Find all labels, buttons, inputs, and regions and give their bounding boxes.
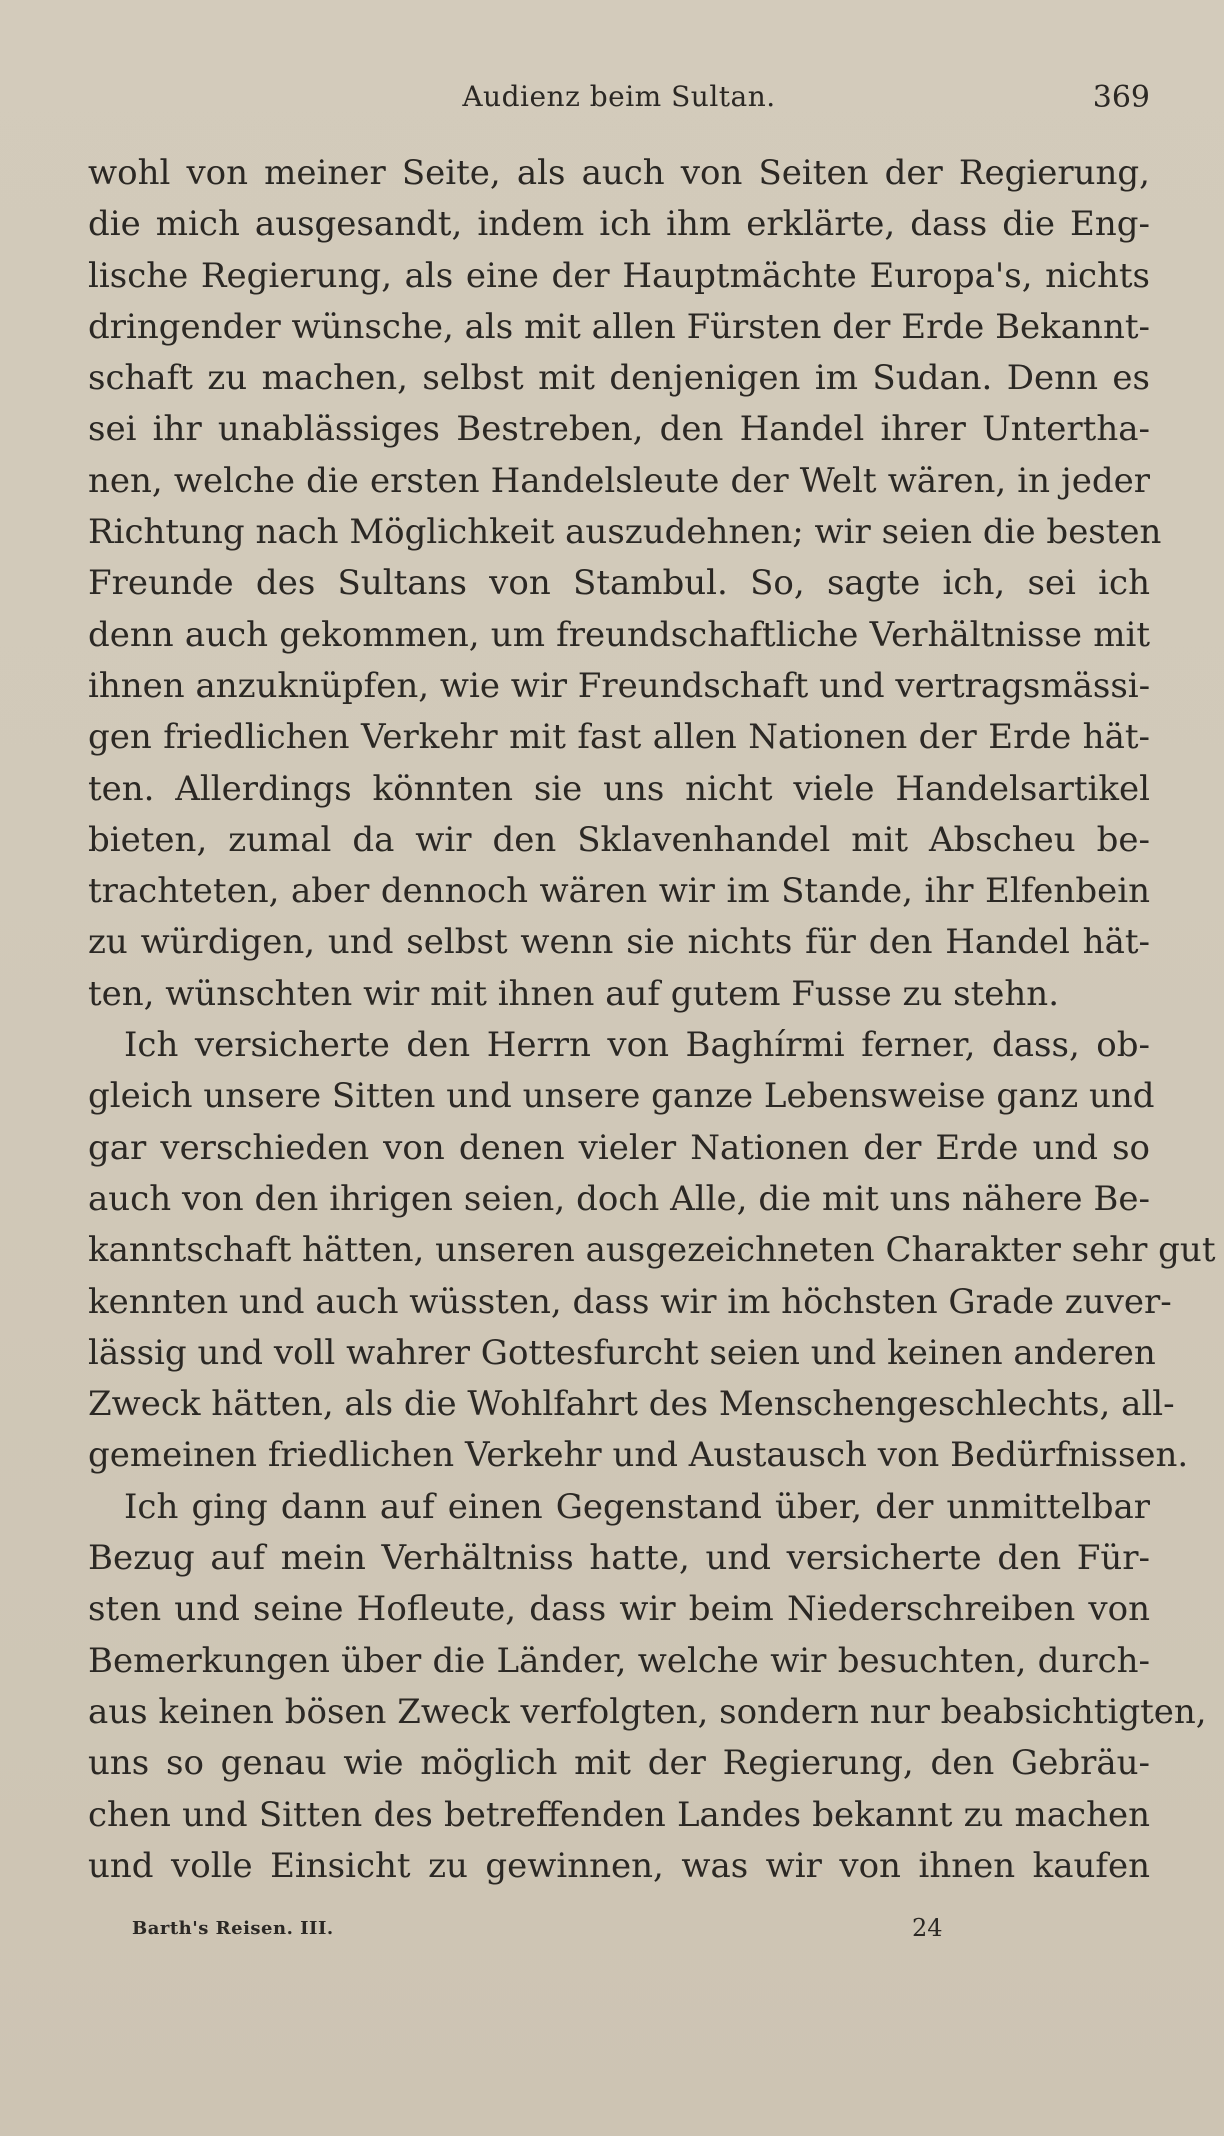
text-line: Zweck hätten, als die Wohlfahrt des Menschengeschlechts, all- <box>88 1384 1175 1425</box>
text-line: bieten, zumal da wir den Sklavenhandel mit Abscheu be- <box>88 819 1150 860</box>
body-text <box>88 148 1216 1892</box>
text-line: und volle Einsicht zu gewinnen, was wir von ihnen kaufen <box>88 1845 1150 1886</box>
text-line: kennten und auch wüssten, dass wir im höchsten Grade zuver- <box>88 1281 1172 1322</box>
text-line: denn auch gekommen, um freundschaftliche Verhältnisse mit <box>88 614 1150 655</box>
text-line: Bemerkungen über die Länder, welche wir besuchten, durch- <box>88 1640 1150 1681</box>
text-line: schaft zu machen, selbst mit denjenigen im Sudan. Denn es <box>88 358 1150 399</box>
text-line: sei ihr unablässiges Bestreben, den Handel ihrer Untertha- <box>88 409 1150 450</box>
text-line: kanntschaft hätten, unseren ausgezeichneten Charakter sehr gut <box>88 1230 1216 1271</box>
text-line: dringender wünsche, als mit allen Fürsten der Erde Bekannt- <box>88 306 1150 347</box>
text-line: Bezug auf mein Verhältniss hatte, und versicherte den Für- <box>88 1538 1150 1579</box>
page-number: 369 <box>1092 80 1150 115</box>
text-line: uns so genau wie möglich mit der Regierung, den Gebräu- <box>88 1743 1150 1784</box>
text-line: ten. Allerdings könnten sie uns nicht viele Handelsartikel <box>88 768 1150 809</box>
text-line: wohl von meiner Seite, als auch von Seiten der Regierung, <box>88 153 1150 193</box>
text-line: gemeinen friedlichen Verkehr und Austausch von Bedürfnissen. <box>88 1435 1189 1476</box>
text-line: aus keinen bösen Zweck verfolgten, sondern nur beabsichtigten, <box>88 1691 1207 1732</box>
text-line: trachteten, aber dennoch wären wir im Stande, ihr Elfenbein <box>88 871 1150 912</box>
text-line: gar verschieden von denen vieler Nationen der Erde und so <box>88 1127 1150 1168</box>
text-line: ten, wünschten wir mit ihnen auf gutem Fusse zu stehn. <box>88 973 1060 1014</box>
sheet-number: 24 <box>912 1914 943 1942</box>
text-line: sten und seine Hofleute, dass wir beim Niederschreiben von <box>88 1589 1150 1630</box>
text-line: lässig und voll wahrer Gottesfurcht seien und keinen anderen <box>88 1332 1156 1373</box>
text-line: zu würdigen, und selbst wenn sie nichts für den Handel hät- <box>88 922 1150 963</box>
text-line: Ich versicherte den Herrn von Baghírmi ferner, dass, ob- <box>124 1025 1150 1066</box>
text-line: Richtung nach Möglichkeit auszudehnen; wir seien die besten <box>88 512 1162 553</box>
text-line: ihnen anzuknüpfen, wie wir Freundschaft und vertragsmässi- <box>88 665 1151 706</box>
text-line: chen und Sitten des betreffenden Landes bekannt zu machen <box>88 1794 1150 1835</box>
page-header <box>88 80 1150 120</box>
text-line: gleich unsere Sitten und unsere ganze Lebensweise ganz und <box>88 1076 1155 1117</box>
text-line: die mich ausgesandt, indem ich ihm erklärte, dass die Eng- <box>88 204 1150 245</box>
text-line: Freunde des Sultans von Stambul. So, sagte ich, sei ich <box>88 563 1150 604</box>
text-line: Ich ging dann auf einen Gegenstand über, der unmittelbar <box>124 1486 1150 1527</box>
page-footer <box>132 1914 992 1944</box>
printer-signature: Barth's Reisen. III. <box>132 1918 334 1939</box>
text-line: nen, welche die ersten Handelsleute der Welt wären, in jeder <box>88 460 1150 501</box>
text-line: gen friedlichen Verkehr mit fast allen Nationen der Erde hät- <box>88 717 1150 758</box>
text-line: auch von den ihrigen seien, doch Alle, die mit uns nähere Be- <box>88 1178 1150 1219</box>
text-line: lische Regierung, als eine der Hauptmächte Europa's, nichts <box>88 255 1150 296</box>
running-title: Audienz beim Sultan. <box>462 80 776 113</box>
